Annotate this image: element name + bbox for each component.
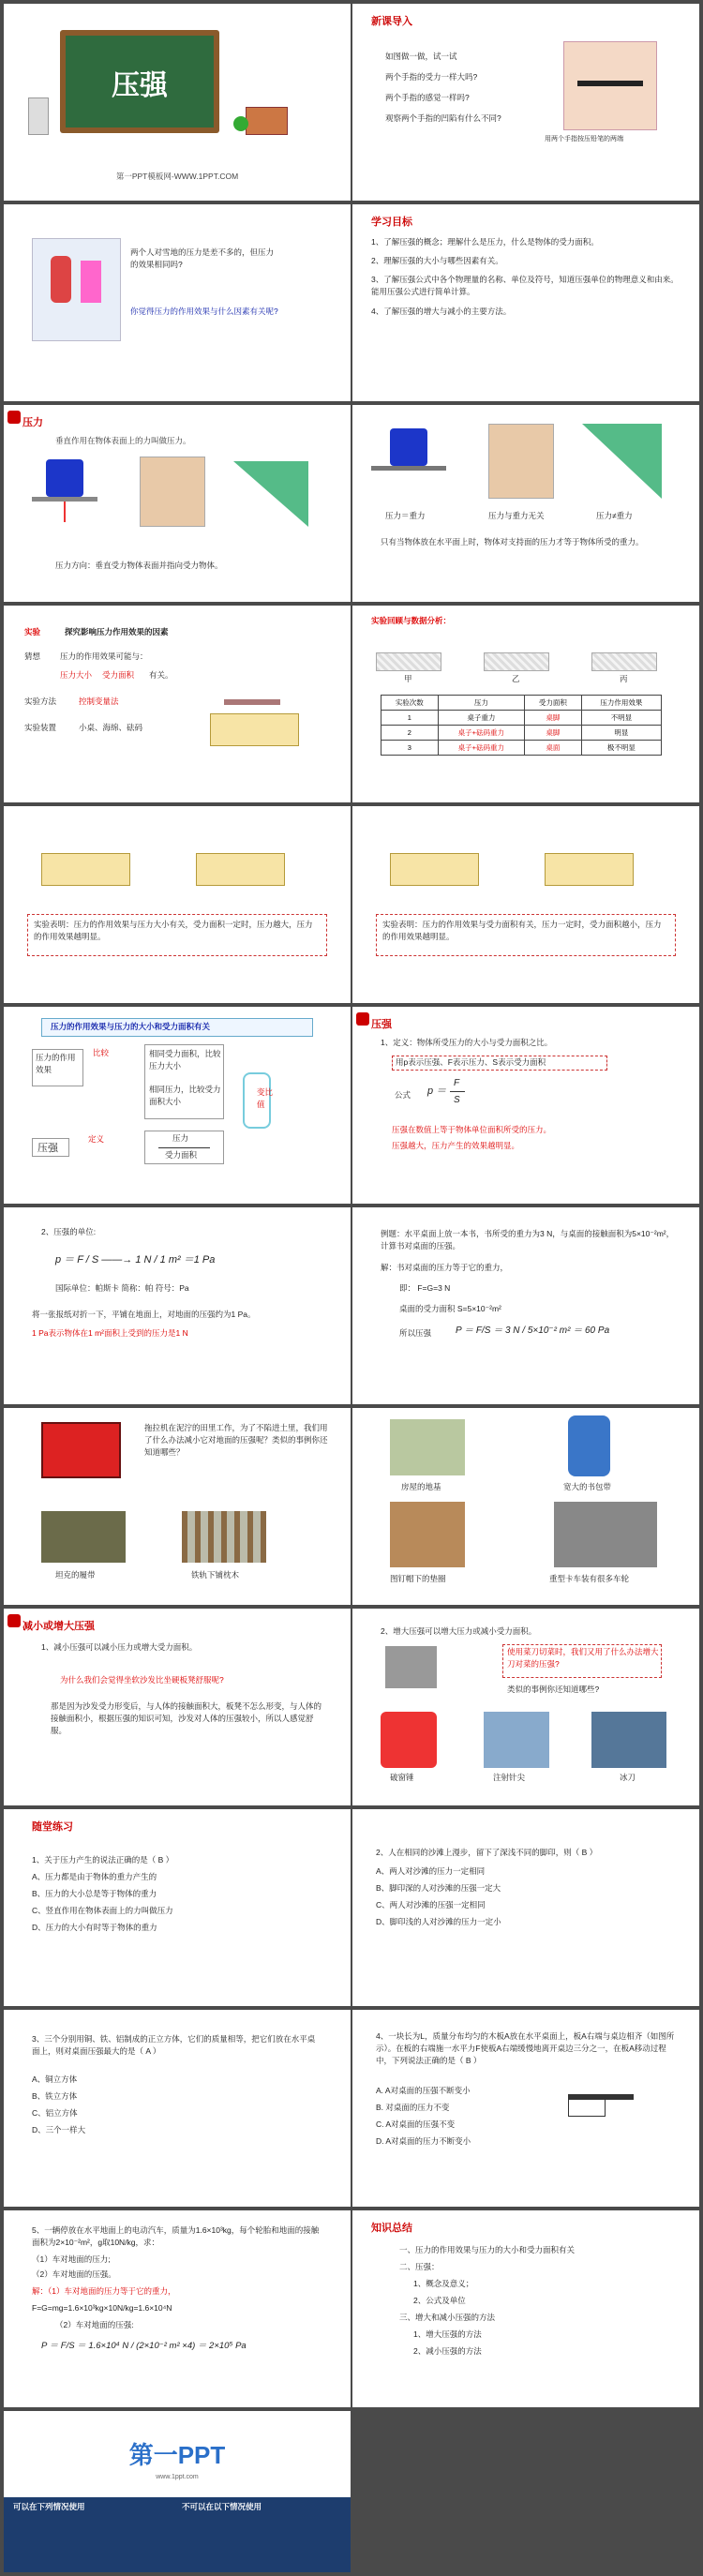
pencil-cup-icon (28, 97, 49, 135)
quiz-option-d: D、脚印浅的人对沙滩的压力一定小 (376, 1917, 501, 1926)
quiz-option-c: C、两人对沙滩的压强一定相同 (376, 1900, 486, 1910)
hammer-image (381, 1712, 437, 1768)
table-surface (371, 466, 446, 471)
exp-setup: 小桌、海绵、砝码 (79, 723, 143, 732)
quiz-question: 2、人在相同的沙滩上漫步，留下了深浅不同的脚印，则（ B ） (376, 1848, 598, 1857)
quiz-option-d: D、三个一样大 (32, 2125, 86, 2134)
cell: 桌子+砝码重力 (438, 741, 524, 756)
quiz-option-d: D. A对桌面的压力不断变小 (376, 2136, 471, 2146)
cell: 1 (381, 711, 439, 726)
slide-snow (4, 204, 351, 401)
force-direction: 压力方向：垂直受力物体表面并指向受力物体。 (55, 561, 223, 570)
label-unrelated: 压力与重力无关 (488, 511, 545, 520)
slide-increase (352, 1609, 699, 1805)
formula-label: 公式 (395, 1090, 411, 1100)
gravity-note: 只有当物体放在水平面上时，物体对支持面的压力才等于物体所受的重力。 (381, 537, 644, 547)
slide-reduce-examples (4, 1408, 351, 1605)
quiz-option-c: C、竖直作用在物体表面上的力叫做压力 (32, 1906, 173, 1915)
sponge-image-2 (196, 853, 285, 886)
units-line: 国际单位：帕斯卡 简称：帕 符号：Pa (55, 1283, 189, 1293)
table-row (381, 711, 662, 726)
thumb-press-image (140, 457, 205, 527)
slide-reduce-increase (4, 1609, 351, 1805)
slide-title: 学习目标 (371, 217, 412, 228)
example-step-1: 即： F=G=3 N (399, 1283, 451, 1293)
thumb-press-image (488, 424, 554, 499)
caption-rail: 铁轨下铺枕木 (191, 1570, 240, 1580)
example-question: 例题：水平桌面上放一本书，书所受的重力为3 N，与桌面的接触面积为5×10⁻²m²，计算书对桌面的压强。 (381, 1229, 675, 1251)
th: 压力 (438, 696, 524, 711)
example-formula: P ＝ F/S ＝ 3 N / 5×10⁻² m² ＝ 60 Pa (456, 1325, 610, 1336)
quiz-option-b: B、压力的大小总是等于物体的重力 (32, 1889, 157, 1898)
hand-icon (7, 411, 21, 424)
slide-quiz-1 (4, 1809, 351, 2006)
quiz-question: 4、一块长为L，质量分布均匀的木板A放在水平桌面上，板A右端与桌边相齐（如图所示）。在板的右端施一水平力F使板A右端缓慢地离开桌边三分之一，在板A移动过程中，下列说法正确的是（ B ） (376, 2031, 675, 2065)
caption-needle: 注射针尖 (493, 1773, 526, 1782)
caption-tank: 坦克的履带 (55, 1570, 96, 1580)
quiz-option-a: A、两人对沙滩的压力一定相同 (376, 1866, 486, 1876)
tank-image (41, 1511, 126, 1563)
quiz-ask-2: （2）车对地面的压强。 (32, 2269, 116, 2279)
ad-left-title: 可以在下列情况使用 (13, 2502, 85, 2511)
caption-hammer: 破窗锤 (390, 1773, 414, 1782)
apple-icon (233, 116, 248, 131)
quiz-option-d: D、压力的大小有时等于物体的重力 (32, 1923, 157, 1932)
cell: 桌脚 (525, 726, 582, 741)
exp-guess: 压力的作用效果可能与： (60, 651, 148, 661)
increase-heading: 2、增大压强可以增大压力或减小受力面积。 (381, 1626, 537, 1636)
factor-tail: 有关。 (149, 670, 173, 680)
slide-reduce-images (352, 1408, 699, 1605)
caption-house: 房屋的地基 (401, 1482, 441, 1491)
option-2: 相同压力，比较受力面积大小 (149, 1085, 221, 1106)
objective-4: 4、了解压强的增大与减小的主要方法。 (371, 307, 512, 316)
needle-image (484, 1712, 549, 1768)
slide-title: 知识总结 (371, 2223, 412, 2234)
note-1: 压强在数值上等于物体单位面积所受的压力。 (392, 1125, 552, 1134)
books-icon (246, 107, 288, 135)
cell: 桌子+砝码重力 (438, 726, 524, 741)
summary-6: 1、增大压强的方法 (413, 2329, 482, 2339)
quiz-option-c: C. A对桌面的压强不变 (376, 2119, 456, 2129)
summary-1: 一、压力的作用效果与压力的大小和受力面积有关 (399, 2245, 576, 2254)
incline-block-image (582, 424, 662, 499)
option-1: 相同受力面积，比较压力大小 (149, 1049, 221, 1071)
incline-block-image (233, 461, 308, 527)
th: 压力作用效果 (581, 696, 661, 711)
sponge-image-1 (390, 853, 479, 886)
units-heading: 2、压强的单位: (41, 1227, 97, 1236)
cell: 桌脚 (525, 711, 582, 726)
slide-units (4, 1207, 351, 1404)
pencil-icon (577, 81, 643, 86)
fraction-line (450, 1091, 465, 1092)
quiz-question: 5、一辆停放在水平地面上的电动汽车，质量为1.6×10³kg，每个轮胎和地面的接触面积为2×10⁻²m²，g取10N/kg，求： (32, 2225, 320, 2247)
formula-s: S (454, 1095, 460, 1105)
quiz-final-formula: P ＝ F/S ＝ 1.6×10⁴ N / (2×10⁻² m² ×4) ＝ 2×10⁵ Pa (41, 2341, 247, 2351)
formula-f: F (454, 1078, 460, 1088)
slide-title: 压强 (371, 1019, 392, 1030)
force-arrow-icon (64, 502, 66, 522)
definition: 1、定义：物体所受压力的大小与受力面积之比。 (381, 1038, 553, 1047)
sponge-c (591, 652, 657, 671)
hand-icon (7, 1614, 21, 1627)
mug-icon (390, 428, 427, 466)
ratio-top: 压力 (172, 1133, 189, 1143)
def-label: 定义 (88, 1134, 105, 1144)
knife-question: 使用菜刀切菜时，我们又用了什么办法增大刀对菜的压强? (507, 1647, 659, 1669)
cell: 极不明显 (581, 741, 661, 756)
backpack-image (568, 1415, 610, 1476)
cover-footer: 第一PPT模板网-WWW.1PPT.COM (115, 172, 239, 181)
small-table-icon (224, 699, 280, 705)
thumbtack-image (390, 1502, 465, 1567)
quiz-question: 3、三个分别用铜、铁、铝制成的正立方体，它们的质量相等，把它们放在水平桌面上，则对桌面压强最大的是（ A ） (32, 2034, 316, 2056)
objective-3: 3、了解压强公式中各个物理量的名称、单位及符号，知道压强单位的物理意义和由来。能用压强公式进行简单计算。 (371, 275, 679, 296)
label-b: 乙 (512, 674, 520, 683)
ad-url: www.1ppt.com (156, 2474, 199, 2480)
sponge-a (376, 652, 441, 671)
example-solution: 解：书对桌面的压力等于它的重力， (381, 1263, 509, 1272)
sofa-question: 为什么我们会觉得坐软沙发比坐硬板凳舒服呢? (60, 1675, 224, 1685)
intro-line-1: 如图做一做，试一试 (385, 52, 457, 61)
unit-formula: p ＝ F / S ——→ 1 N / 1 m² ＝1 Pa (55, 1254, 216, 1266)
label-a: 甲 (404, 674, 412, 683)
cell: 桌子重力 (438, 711, 524, 726)
fraction-line (158, 1147, 210, 1148)
pressure-label: 压强 (37, 1143, 58, 1154)
quiz-option-a: A. A对桌面的压强不断变小 (376, 2086, 471, 2095)
intro-line-2: 两个手指的受力一样大吗? (385, 72, 478, 82)
skate-image (591, 1712, 666, 1768)
snow-question-1: 两个人对雪地的压力是差不多的，但压力的效果相同吗? (130, 247, 275, 269)
slide-title: 新课导入 (371, 16, 412, 27)
tractor-question: 拖拉机在泥泞的田里工作，为了不陷进土里，我们用了什么办法减小它对地面的压强呢？类似的事例你还知道哪些？ (144, 1423, 328, 1457)
house-image (390, 1419, 465, 1475)
person-icon (51, 256, 71, 303)
effect-label: 压力的作用效果 (36, 1053, 76, 1074)
summary-4: 2、公式及单位 (413, 2296, 466, 2305)
slide-title: 减小或增大压强 (22, 1621, 95, 1632)
intro-line-4: 观察两个手指的凹陷有什么不同? (385, 113, 501, 123)
slide-objectives (352, 204, 699, 401)
slide-quiz-2 (352, 1809, 699, 2006)
slide-example (352, 1207, 699, 1404)
cell: 3 (381, 741, 439, 756)
quiz-option-b: B. 对桌面的压力不变 (376, 2103, 450, 2112)
cell: 明显 (581, 726, 661, 741)
quiz-option-c: C、铝立方体 (32, 2108, 78, 2118)
sponge-image-1 (41, 853, 130, 886)
reduce-heading: 1、减小压强可以减小压力或增大受力面积。 (41, 1642, 198, 1652)
table-row (381, 726, 662, 741)
ad-logo: 第一PPT (128, 2441, 226, 2469)
table-row (381, 741, 662, 756)
cell: 不明显 (581, 711, 661, 726)
compare-label: 比较 (93, 1048, 110, 1057)
exp-head: 实验 (24, 627, 41, 637)
slide-result-area (352, 806, 699, 1003)
units-text-2: 1 Pa表示物体在1 m²面积上受到的压力是1 N (32, 1328, 188, 1338)
ratio-bottom: 受力面积 (165, 1150, 198, 1160)
slide-quiz-3 (4, 2010, 351, 2207)
units-text-1: 将一张报纸对折一下，平铺在地面上，对地面的压强约为1 Pa。 (32, 1310, 256, 1319)
knife-image (385, 1646, 437, 1688)
summary-7: 2、减小压强的方法 (413, 2346, 482, 2356)
quiz-ask-1: （1）车对地面的压力; (32, 2254, 111, 2264)
slide-cover (4, 4, 351, 201)
example-step-3: 所以压强 (399, 1328, 432, 1338)
caption-skate: 冰刀 (620, 1773, 636, 1782)
exp-method: 控制变量法 (79, 696, 119, 706)
slide-concept-map (4, 1007, 351, 1204)
sponge-image-2 (545, 853, 634, 886)
intro-line-3: 两个手指的感觉一样吗? (385, 93, 470, 102)
example-step-2: 桌面的受力面积 S=5×10⁻²m² (399, 1304, 501, 1313)
data-table (381, 695, 662, 756)
snow-skiers-image (32, 238, 121, 341)
caption-washer: 图钉帽下的垫圈 (390, 1574, 446, 1583)
quiz-option-a: A、压力都是由于物体的重力产生的 (32, 1872, 157, 1881)
slide-title: 随堂练习 (32, 1821, 73, 1833)
cell: 桌面 (525, 741, 582, 756)
cell: 2 (381, 726, 439, 741)
label-c: 丙 (620, 674, 628, 683)
variable-ratio: 变比值 (257, 1087, 274, 1109)
slide-data-analysis (352, 606, 699, 802)
skier-icon (81, 261, 101, 303)
railway-image (182, 1511, 266, 1563)
slide-pressure-force (4, 405, 351, 602)
caption-backpack: 宽大的书包带 (563, 1482, 612, 1491)
symbols: 用p表示压强、F表示压力、S表示受力面积 (396, 1057, 546, 1067)
slide-summary (352, 2210, 699, 2407)
quiz-ask-3: （2）车对地面的压强: (55, 2320, 134, 2329)
force-def: 垂直作用在物体表面上的力叫做压力。 (55, 436, 191, 445)
table-figure (568, 2100, 606, 2117)
exp-method-label: 实验方法 (24, 696, 57, 706)
mug-icon (46, 459, 83, 497)
exp-title: 探究影响压力作用效果的因素 (65, 627, 169, 637)
slide-title: 实验回顾与数据分析： (371, 616, 452, 625)
table-header-row (381, 696, 662, 711)
slide-experiment (4, 606, 351, 802)
knife-question-2: 类似的事例你还知道哪些? (507, 1685, 600, 1694)
image-caption: 用两个手指按压铅笔的两端 (545, 136, 623, 142)
result-text: 实验表明：压力的作用效果与受力面积有关，压力一定时，受力面积越小，压力的作用效果越明显。 (382, 920, 662, 941)
summary-2: 二、压强： (399, 2262, 440, 2271)
quiz-equation: F=G=mg=1.6×10³kg×10N/kg=1.6×10⁴N (32, 2303, 172, 2313)
objective-1: 1、了解压强的概念；理解什么是压力，什么是物体的受力面积。 (371, 237, 599, 247)
caption-truck: 重型卡车装有很多车轮 (549, 1574, 630, 1583)
exp-setup-label: 实验装置 (24, 723, 57, 732)
banner-text: 压力的作用效果与压力的大小和受力面积有关 (51, 1022, 211, 1031)
slide-ad (4, 2411, 351, 2572)
slide-intro (352, 4, 699, 201)
slide-pressure-def (352, 1007, 699, 1204)
summary-5: 三、增大和减小压强的方法 (399, 2313, 496, 2322)
tractor-image (41, 1422, 121, 1478)
slide-force-gravity (352, 405, 699, 602)
label-equal: 压力＝重力 (385, 511, 426, 520)
sofa-answer: 那是因为沙发受力形变后，与人体的接触面积大，板凳不怎么形变，与人体的接触面积小，根据压强的知识可知，沙发对人体的压强较小，所以人感觉舒服。 (51, 1701, 322, 1735)
cover-title: 压强 (112, 69, 168, 102)
slide-quiz-5 (4, 2210, 351, 2407)
th: 实验次数 (381, 696, 439, 711)
note-2: 压强越大，压力产生的效果越明显。 (392, 1141, 520, 1150)
summary-3: 1、概念及意义； (413, 2279, 474, 2288)
formula-p: p ＝ (427, 1086, 447, 1097)
quiz-option-a: A、铜立方体 (32, 2074, 78, 2084)
truck-image (554, 1502, 657, 1567)
th: 受力面积 (525, 696, 582, 711)
quiz-option-b: B、脚印深的人对沙滩的压强一定大 (376, 1883, 501, 1893)
hand-icon (356, 1012, 369, 1026)
sponge-image (210, 713, 299, 746)
label-not-equal: 压力≠重力 (596, 511, 633, 520)
quiz-question: 1、关于压力产生的说法正确的是（ B ） (32, 1855, 174, 1865)
slide-result-force (4, 806, 351, 1003)
factor-force: 压力大小 (60, 670, 93, 680)
objective-2: 2、理解压强的大小与哪些因素有关。 (371, 256, 503, 265)
quiz-solution: 解：（1）车对地面的压力等于它的重力， (32, 2286, 176, 2296)
result-text: 实验表明：压力的作用效果与压力大小有关，受力面积一定时，压力越大，压力的作用效果越明显。 (34, 920, 313, 941)
quiz-option-b: B、铁立方体 (32, 2091, 78, 2101)
exp-guess-label: 猜想 (24, 651, 41, 661)
factor-area: 受力面积 (102, 670, 135, 680)
snow-question-2: 你觉得压力的作用效果与什么因素有关呢? (130, 307, 278, 316)
sponge-b (484, 652, 549, 671)
slide-quiz-4 (352, 2010, 699, 2207)
ad-right-title: 不可以在以下情况使用 (182, 2502, 262, 2511)
slide-title: 压力 (22, 417, 43, 428)
